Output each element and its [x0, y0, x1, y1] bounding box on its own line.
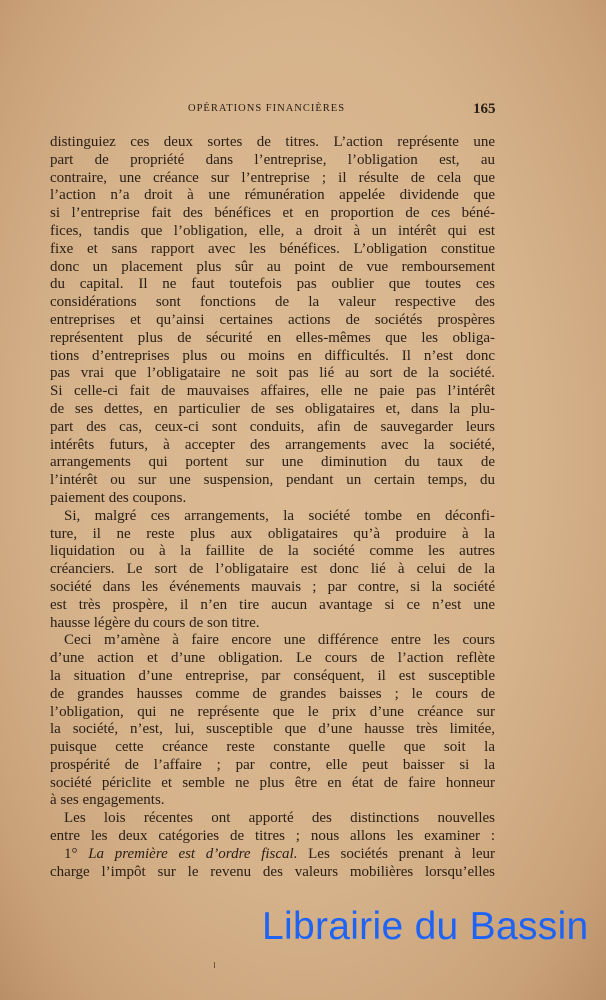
text-line: hausse légère du cours de son titre. [50, 614, 260, 631]
text-line: représentent plus de sécurité en elles-mêmes que les obliga- [50, 329, 495, 346]
text-line: pas vrai que l’obligataire ne soit pas lié au sort de la société. [50, 365, 495, 382]
text-line: Ceci m’amène à faire encore une différence entre les cours [64, 632, 495, 649]
text-line: tions d’entreprises plus ou moins en difficultés. Il n’est donc [50, 347, 495, 364]
text-line: part de propriété dans l’entreprise, l’obligation est, au [50, 151, 495, 168]
text-line: la situation d’une entreprise, par conséquent, il est susceptible [50, 667, 495, 684]
text-line: intérêts futurs, à accepter des arrangements avec la société, [50, 436, 495, 453]
text-line: si l’entreprise fait des bénéfices et en proportion de ces béné- [50, 205, 495, 222]
text-line: de grandes hausses comme de grandes baisses ; le cours de [50, 685, 495, 702]
text-line: Les lois récentes ont apporté des distinctions nouvelles [64, 810, 495, 827]
item-number: 1° [64, 845, 78, 862]
text-line: charge l’impôt sur le revenu des valeurs mobilières lorsqu’elles [50, 863, 495, 880]
text-line: est très prospère, il n’en tire aucun avantage si ce n’est une [50, 596, 495, 613]
page-blemish [214, 962, 215, 968]
body-text [50, 134, 495, 881]
text-line: d’une action et d’une obligation. Le cours de l’action reflète [50, 650, 495, 667]
text-line: l’action n’a droit à une rémunération appelée dividende que [50, 187, 495, 204]
text-line: puisque cette créance reste constante quelle que soit la [50, 739, 495, 756]
page-number: 165 [473, 101, 496, 117]
numbered-item-line [50, 846, 495, 864]
text-line: liquidation ou à la faillite de la société comme les autres [50, 543, 495, 560]
watermark: Librairie du Bassin [262, 905, 589, 948]
text-line: l’obligation, qui ne représente que le prix d’une créance sur [50, 703, 495, 720]
text-line: de ses dettes, en particulier de ses obligataires et, dans la plu- [50, 400, 495, 417]
text-line: Si celle-ci fait de mauvaises affaires, elle ne paie pas l’intérêt [50, 383, 495, 400]
running-title: OPÉRATIONS FINANCIÈRES [188, 103, 346, 114]
page-header [0, 101, 606, 121]
text-line: la société, n’est, lui, susceptible que d’une hausse très limitée, [50, 721, 495, 738]
text-line: arrangements qui portent sur une diminution du taux de [50, 454, 495, 471]
text-line: part des cas, ceux-ci sont conduits, afin de sauvegarder leurs [50, 418, 495, 435]
text-line: distinguiez ces deux sortes de titres. L’action représente une [50, 134, 495, 150]
text-line: donc un placement plus sûr au point de vue remboursement [50, 258, 495, 275]
text-line: considérations sont fonctions de la valeur respective des [50, 294, 495, 311]
text-line: à ses engagements. [50, 792, 165, 809]
text-line: Si, malgré ces arrangements, la société tombe en déconfi- [64, 507, 495, 524]
text-line: entre les deux catégories de titres ; nous allons les examiner : [50, 828, 495, 845]
text-line: paiement des coupons. [50, 489, 187, 506]
item-italic-text: La première est d’ordre fiscal. [88, 845, 298, 862]
text-line: prospérité de l’affaire ; par contre, elle peut baisser si la [50, 756, 495, 773]
text-line: société dans les événements mauvais ; par contre, si la société [50, 578, 495, 595]
text-line: fixe et sans rapport avec les bénéfices. L’obligation constitue [50, 240, 495, 257]
text-line: du capital. Il ne faut toutefois pas oublier que toutes ces [50, 276, 495, 293]
text-line: fices, tandis que l’obligation, elle, a droit à un intérêt qui est [50, 222, 495, 239]
text-line: l’intérêt ou sur une suspension, pendant un certain temps, du [50, 472, 495, 489]
text-line: ture, il ne reste plus aux obligataires qu’à produire à la [50, 525, 495, 542]
item-text: Les sociétés prenant à leur [308, 845, 495, 862]
text-line: entreprises et qu’ainsi certaines actions de sociétés prospères [50, 311, 495, 328]
text-line: société périclite et semble ne plus être en état de faire honneur [50, 774, 495, 791]
text-line: créanciers. Le sort de l’obligataire est donc lié à celui de la [50, 561, 495, 578]
text-line: contraire, une créance sur l’entreprise ; il résulte de cela que [50, 169, 495, 186]
